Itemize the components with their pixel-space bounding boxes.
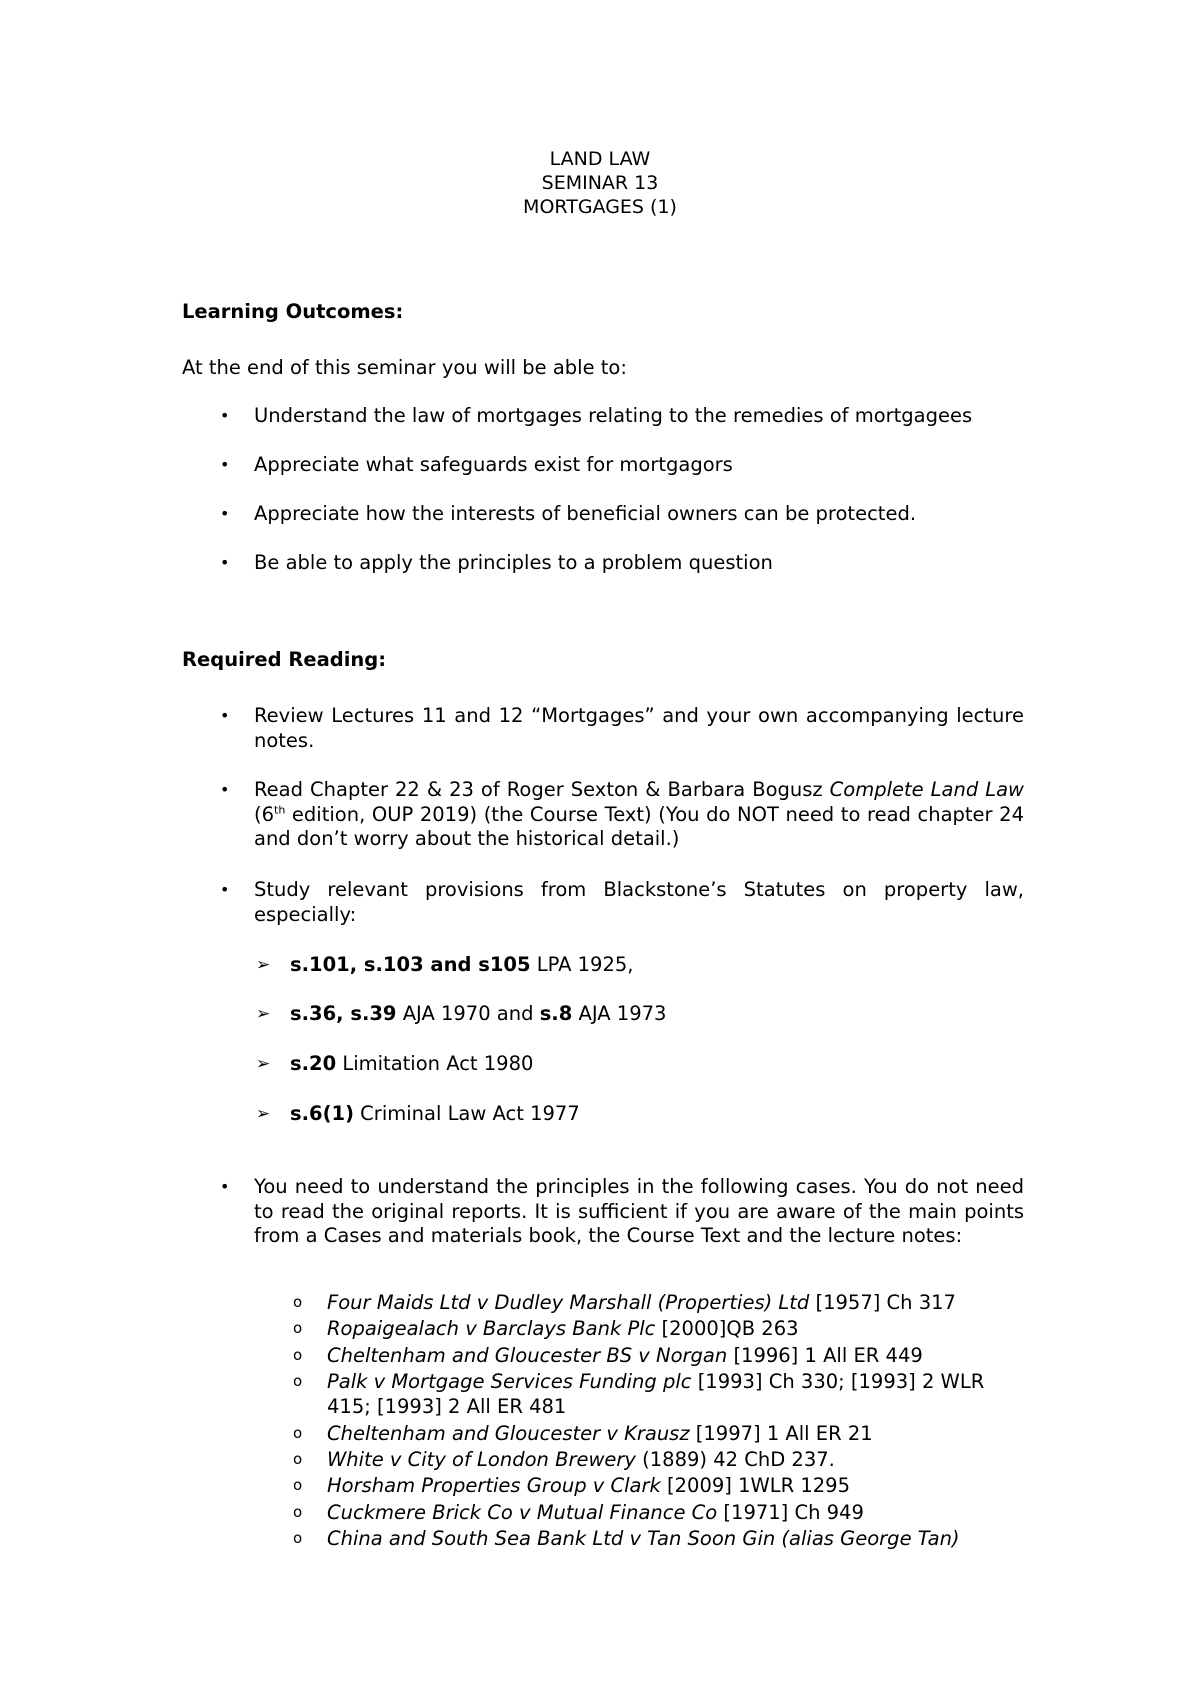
case-item: o White v City of London Brewery (1889) 42 ChD 237. xyxy=(293,1448,835,1471)
bullet-icon: • xyxy=(220,706,230,725)
case-item: o Four Maids Ltd v Dudley Marshall (Properties) Ltd [1957] Ch 317 xyxy=(293,1291,956,1314)
statute-item: ➢ s.36, s.39 AJA 1970 and s.8 AJA 1973 xyxy=(256,1002,667,1025)
case-item: o Cheltenham and Gloucester BS v Norgan [1996] 1 All ER 449 xyxy=(293,1344,923,1367)
title-mortgages: MORTGAGES (1) xyxy=(523,196,677,218)
list-item: • Understand the law of mortgages relating to the remedies of mortgagees xyxy=(220,404,973,427)
circle-bullet-icon: o xyxy=(293,1319,303,1337)
bullet-icon: • xyxy=(220,1177,230,1196)
bullet-icon: • xyxy=(220,553,230,572)
title-seminar: SEMINAR 13 xyxy=(541,172,659,194)
list-item: • Appreciate how the interests of beneficial owners can be protected. xyxy=(220,502,917,525)
statute-item: ➢ s.6(1) Criminal Law Act 1977 xyxy=(256,1102,580,1125)
list-item: • Study relevant provisions from Blackstone’s Statutes on property law, especially: xyxy=(220,878,1024,926)
bullet-icon: • xyxy=(220,504,230,523)
circle-bullet-icon: o xyxy=(293,1372,303,1390)
circle-bullet-icon: o xyxy=(293,1450,303,1468)
case-item: o Ropaigealach v Barclays Bank Plc [2000]QB 263 xyxy=(293,1317,799,1340)
statute-item: ➢ s.20 Limitation Act 1980 xyxy=(256,1052,534,1075)
circle-bullet-icon: o xyxy=(293,1346,303,1364)
title-land-law: LAND LAW xyxy=(549,148,651,170)
list-item: • Review Lectures 11 and 12 “Mortgages” and your own accompanying lecture notes. xyxy=(220,704,1024,752)
bullet-icon: • xyxy=(220,880,230,899)
arrow-icon: ➢ xyxy=(256,1004,271,1024)
arrow-icon: ➢ xyxy=(256,1104,271,1124)
list-item: • Appreciate what safeguards exist for mortgagors xyxy=(220,453,733,476)
case-item: o Horsham Properties Group v Clark [2009] 1WLR 1295 xyxy=(293,1474,850,1497)
case-item: o Palk v Mortgage Services Funding plc [1993] Ch 330; [1993] 2 WLR 415; [1993] 2 All ER 481 xyxy=(293,1370,985,1418)
list-item: • Be able to apply the principles to a problem question xyxy=(220,551,773,574)
statute-item: ➢ s.101, s.103 and s105 LPA 1925, xyxy=(256,953,634,976)
circle-bullet-icon: o xyxy=(293,1476,303,1494)
case-item: o Cheltenham and Gloucester v Krausz [1997] 1 All ER 21 xyxy=(293,1422,873,1445)
arrow-icon: ➢ xyxy=(256,955,271,975)
arrow-icon: ➢ xyxy=(256,1054,271,1074)
title-block xyxy=(0,147,1200,219)
bullet-icon: • xyxy=(220,455,230,474)
list-item: • You need to understand the principles in the following cases. You do not need to read the original reports. It is sufficient if you are aware of the main points from a Cases and materials book, the Course Text and the lecture notes: xyxy=(220,1175,1024,1247)
circle-bullet-icon: o xyxy=(293,1293,303,1311)
circle-bullet-icon: o xyxy=(293,1529,303,1547)
bullet-icon: • xyxy=(220,406,230,425)
required-reading-heading: Required Reading: xyxy=(182,648,387,671)
learning-outcomes-intro: At the end of this seminar you will be able to: xyxy=(182,356,627,379)
bullet-icon: • xyxy=(220,780,230,799)
case-item: o Cuckmere Brick Co v Mutual Finance Co [1971] Ch 949 xyxy=(293,1501,864,1524)
circle-bullet-icon: o xyxy=(293,1424,303,1442)
learning-outcomes-heading: Learning Outcomes: xyxy=(182,300,404,323)
case-item: o China and South Sea Bank Ltd v Tan Soon Gin (alias George Tan) xyxy=(293,1527,960,1550)
list-item: • Read Chapter 22 & 23 of Roger Sexton & Barbara Bogusz Complete Land Law (6th edition, OUP 2019) (the Course Text) (You do NOT need to read chapter 24 and don’t worry about the historical detail.) xyxy=(220,778,1024,850)
circle-bullet-icon: o xyxy=(293,1503,303,1521)
